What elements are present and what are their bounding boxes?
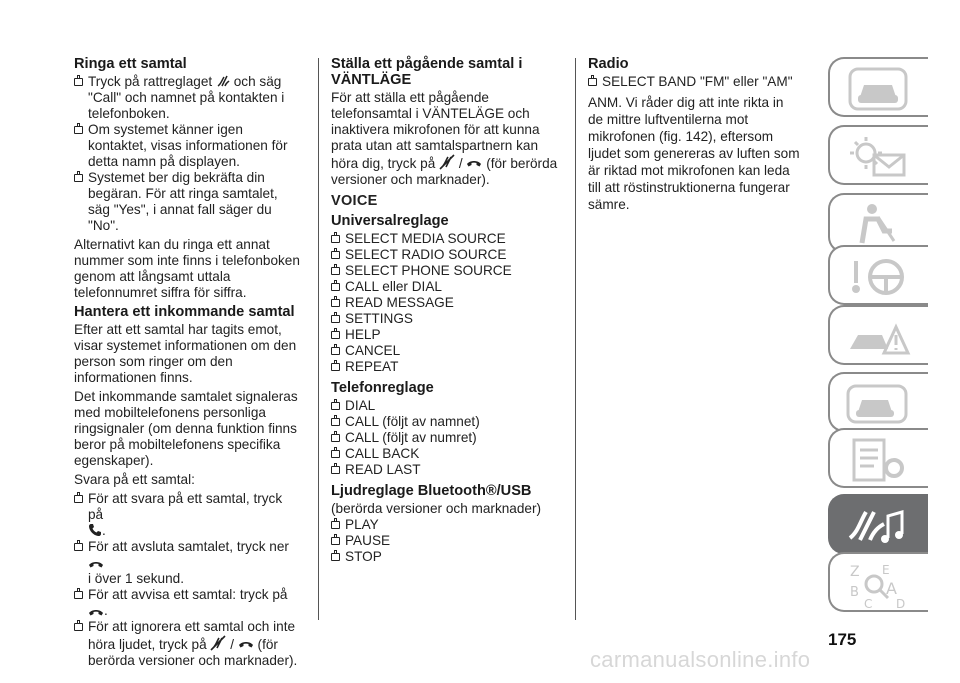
bullet-item: För att avsluta samtalet, tryck ner i över 1 sekund. <box>74 539 300 587</box>
mute-mic-icon <box>210 635 226 651</box>
mute-mic-icon <box>439 154 455 170</box>
bluetooth-note: (berörda versioner och marknader) <box>331 501 542 516</box>
heading-hantera: Hantera ett inkommande samtal <box>74 304 295 320</box>
bullet-icon <box>74 78 83 86</box>
index-letter: D <box>896 597 906 611</box>
bullet-item: För att svara på ett samtal, tryck på . <box>74 491 300 539</box>
road-emergency-icon <box>844 313 914 361</box>
bullet-icon <box>331 251 340 259</box>
command-item: CANCEL <box>331 343 559 359</box>
bullet-icon <box>74 543 83 551</box>
bullet-item: För att ignorera ett samtal och inte höra ljudet, tryck på / (för berörda versioner och marknader). <box>74 619 300 669</box>
bullet-icon <box>331 267 340 275</box>
tab-road-emergency[interactable] <box>828 305 928 365</box>
tab-index[interactable] <box>828 552 928 612</box>
bullet-icon <box>331 235 340 243</box>
car-maintenance-icon <box>844 380 914 428</box>
tab-steering[interactable] <box>828 245 928 305</box>
seat-safety-icon <box>844 201 914 249</box>
bullet-icon <box>74 495 83 503</box>
command-item: CALL BACK <box>331 446 559 462</box>
bullet-icon <box>588 78 597 86</box>
command-item: SETTINGS <box>331 311 559 327</box>
steering-wheel-icon <box>844 253 914 301</box>
column-left <box>74 56 300 669</box>
command-item: HELP <box>331 327 559 343</box>
bullet-icon <box>74 591 83 599</box>
paragraph-anm: ANM. Vi råder dig att inte rikta in de mittre luftventilerna mot mikrofonen (fig. 142), eftersom ljudet som genereras av luften som är riktad mot mikrofonen kan leda till att röstinstruktionerna fungerar sämre. <box>588 95 800 212</box>
column-divider <box>318 58 319 620</box>
command-item: CALL (följt av numret) <box>331 430 559 446</box>
command-item: CALL (följt av namnet) <box>331 414 559 430</box>
command-item: PLAY <box>331 517 559 533</box>
paragraph-svara: Svara på ett samtal: <box>74 472 195 487</box>
tab-technical-data[interactable] <box>828 428 928 488</box>
command-item: STOP <box>331 549 559 565</box>
command-item: CALL eller DIAL <box>331 279 559 295</box>
bullet-item: Tryck på rattreglaget och säg "Call" och namnet på kontakten i telefonboken. <box>74 74 300 122</box>
car-dashboard-icon <box>844 65 914 113</box>
heading-radio: Radio <box>588 56 629 72</box>
multimedia-icon <box>844 502 914 550</box>
bullet-icon <box>74 174 83 182</box>
tab-multimedia[interactable] <box>828 494 928 554</box>
bullet-icon <box>331 553 340 561</box>
universal-commands-list <box>331 231 559 375</box>
warning-lights-icon <box>844 133 914 181</box>
bullet-icon <box>331 466 340 474</box>
column-middle <box>331 56 559 565</box>
bullet-icon <box>331 315 340 323</box>
bullet-icon <box>331 402 340 410</box>
heading-ringa: Ringa ett samtal <box>74 56 187 72</box>
tab-car-maintenance[interactable] <box>828 372 928 432</box>
hold-call-icon <box>238 639 254 651</box>
paragraph-efter: Efter att ett samtal har tagits emot, visar systemet informationen om den person som ringer om den informationen finns. <box>74 322 297 385</box>
phone-commands-list <box>331 398 559 478</box>
index-letter: E <box>882 563 890 577</box>
phone-hangup-icon <box>88 559 104 569</box>
heading-telefon: Telefonreglage <box>331 380 434 396</box>
bullet-item: För att avvisa ett samtal: tryck på . <box>74 587 300 619</box>
tab-warning-lights[interactable] <box>828 125 928 185</box>
bullet-icon <box>331 299 340 307</box>
page-number: 175 <box>828 630 857 649</box>
paragraph-alternativt: Alternativt kan du ringa ett annat nummer som inte finns i telefonboken genom att långsamt uttala telefonnumret siffra för siffra. <box>74 237 300 300</box>
bullet-icon <box>74 126 83 134</box>
technical-data-icon <box>844 436 914 484</box>
watermark: carmanualsonline.info <box>590 647 811 672</box>
bullet-icon <box>331 521 340 529</box>
paragraph-inkommande: Det inkommande samtalet signaleras med mobiltelefonens personliga ringsignaler (om denna funktion finns beror på mobiltelefonens specifika egenskaper). <box>74 389 298 468</box>
index-letter: Z <box>850 564 860 580</box>
bullet-item: SELECT BAND "FM" eller "AM" <box>588 74 802 90</box>
paragraph-vantlage: För att ställa ett pågående telefonsamtal i VÄNTELÄGE och inaktivera mikrofonen för att kunna prata utan att samtalspartnern kan höra dig, tryck på / (för berörda versioner och marknader). <box>331 90 558 187</box>
heading-bluetooth: Ljudreglage Bluetooth®/USB <box>331 483 532 499</box>
bullet-icon <box>331 331 340 339</box>
hold-call-icon <box>466 158 482 170</box>
column-divider <box>575 58 576 620</box>
bullet-icon <box>331 363 340 371</box>
command-item: SELECT RADIO SOURCE <box>331 247 559 263</box>
bullet-icon <box>331 283 340 291</box>
bullet-icon <box>331 418 340 426</box>
command-item: REPEAT <box>331 359 559 375</box>
command-item: DIAL <box>331 398 559 414</box>
phone-hangup-icon <box>88 607 104 617</box>
phone-answer-icon <box>88 523 102 537</box>
bullet-icon <box>331 347 340 355</box>
bullet-icon <box>331 450 340 458</box>
index-letter: C <box>864 597 873 611</box>
column-right <box>588 56 802 216</box>
bullet-icon <box>331 537 340 545</box>
heading-universal: Universalreglage <box>331 213 449 229</box>
tab-seat-safety[interactable] <box>828 193 928 253</box>
command-item: READ MESSAGE <box>331 295 559 311</box>
bluetooth-commands-list <box>331 517 559 565</box>
bullet-icon <box>331 434 340 442</box>
tab-car-dashboard[interactable] <box>828 57 928 117</box>
section-voice: VOICE <box>331 193 378 209</box>
command-item: READ LAST <box>331 462 559 478</box>
heading-stalla: Ställa ett pågående samtal i VÄNTLÄGE <box>331 56 523 88</box>
index-letter: A <box>886 579 897 598</box>
bullet-item: Om systemet känner igen kontaktet, visas informationen för detta namn på displayen. <box>74 122 300 170</box>
bullet-icon <box>74 623 83 631</box>
bullet-item: Systemet ber dig bekräfta din begäran. För att ringa samtalet, säg "Yes", i annat fall säger du "No". <box>74 170 300 234</box>
command-item: SELECT MEDIA SOURCE <box>331 231 559 247</box>
command-item: PAUSE <box>331 533 559 549</box>
command-item: SELECT PHONE SOURCE <box>331 263 559 279</box>
voice-command-icon <box>216 74 230 88</box>
index-icon <box>844 560 914 616</box>
index-letter: B <box>850 585 859 600</box>
